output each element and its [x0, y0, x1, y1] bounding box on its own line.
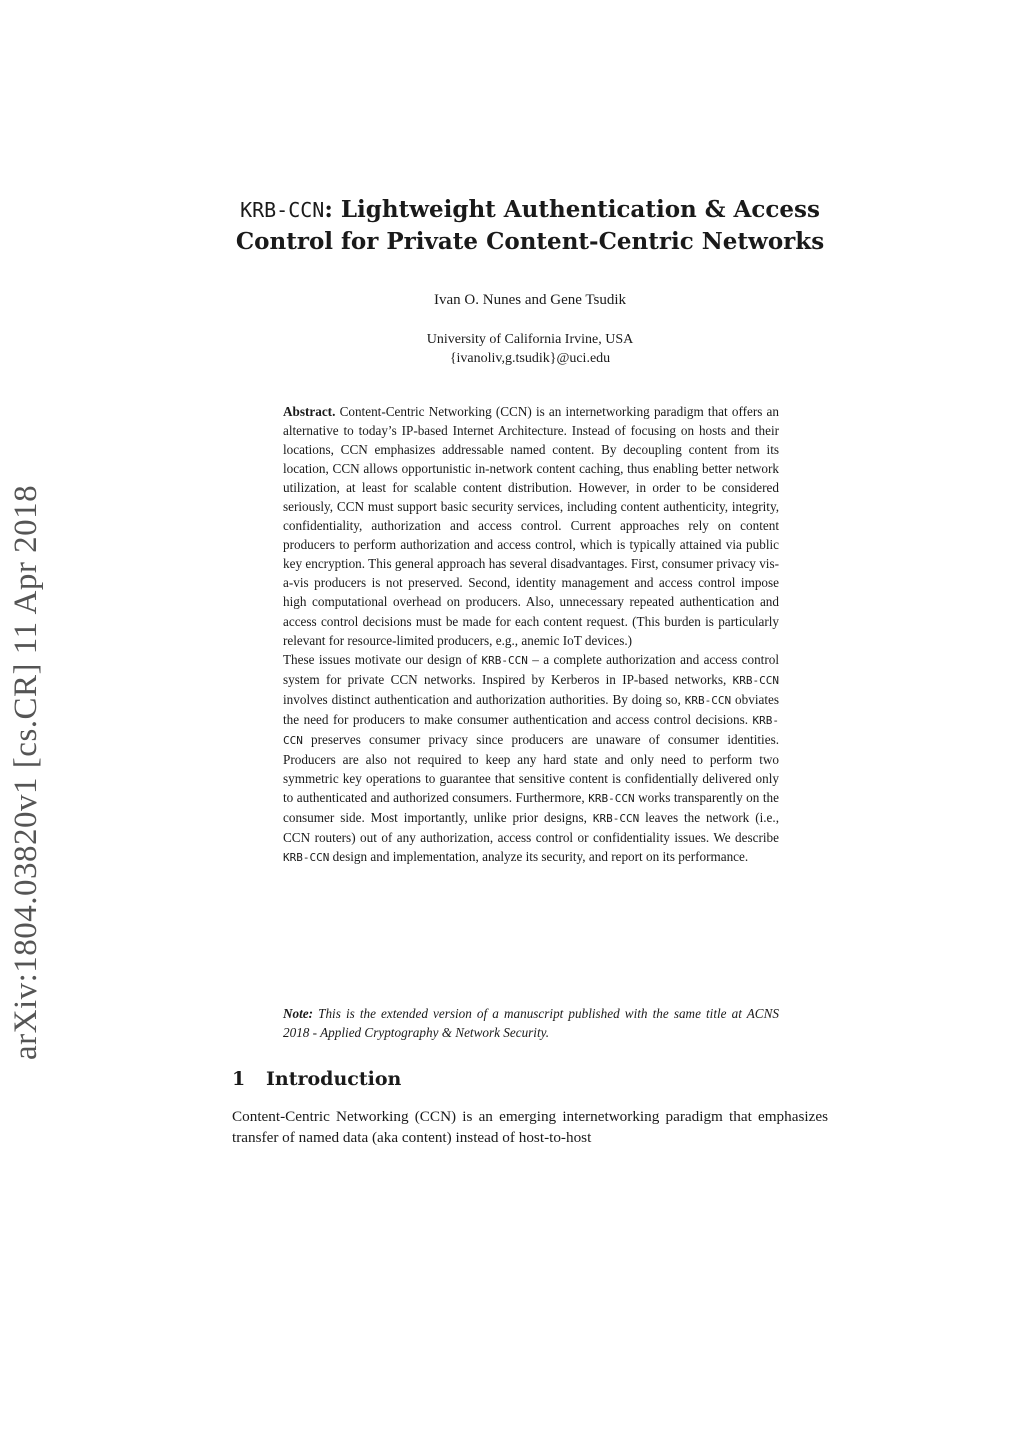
authors: Ivan O. Nunes and Gene Tsudik [434, 292, 626, 308]
system-name: KRB-CCN [283, 713, 779, 747]
section-number: 1 [232, 1068, 246, 1090]
introduction-text [232, 1106, 828, 1148]
title-line-1 [232, 194, 828, 226]
abstract-paragraph-1 [283, 402, 779, 650]
abstract [283, 402, 779, 867]
institution: University of California Irvine, USA [426, 332, 634, 347]
extended-version-note [283, 1004, 779, 1042]
abstract-text: involves distinct authentication and authorization authorities. By doing so, [283, 691, 685, 707]
system-name: KRB-CCN [588, 791, 635, 805]
arxiv-identifier: arXiv:1804.03820v1 [cs.CR] 11 Apr 2018 [8, 484, 44, 1060]
system-name: KRB-CCN [732, 673, 779, 687]
abstract-paragraph-2 [283, 650, 779, 868]
abstract-text: works transparently on the consumer side. Most importantly, unlike prior designs, [283, 789, 779, 825]
abstract-label: Abstract. [283, 404, 336, 419]
section-title: Introduction [266, 1068, 402, 1090]
system-name: KRB-CCN [283, 851, 330, 865]
abstract-text: design and implementation, analyze its security, and report on its performance. [329, 849, 749, 865]
affiliation [232, 330, 828, 368]
intro-paragraph: Content-Centric Networking (CCN) is an emerging internetworking paradigm that emphasizes transfer of named data (aka content) instead of host-to-host [232, 1108, 828, 1146]
abstract-text: obviates the need for producers to make consumer authentication and access control decisions. [283, 691, 780, 727]
title-line-2: Control for Private Content-Centric Networks [235, 228, 825, 255]
abstract-text: leaves the network (i.e., CCN routers) out of any authorization, access control or confidentiality issues. We describe [283, 809, 780, 846]
abstract-text-1: Content-Centric Networking (CCN) is an internetworking paradigm that offers an alternative to today’s IP-based Internet Architecture. Instead of focusing on hosts and their locations, CCN emphasizes addressable named content. By decoupling content from its location, CCN allows opportunistic in-network content caching, thus enabling better network utilization, at least for scalable content distribution. However, in order to be considered seriously, CCN must support basic security services, including content authenticity, integrity, confidentiality, authorization and access control. Current approaches rely on content producers to perform authorization and access control, which is typically attained via public key encryption. This general approach has several disadvantages. First, consumer privacy vis-a-vis producers is not preserved. Second, identity management and access control impose high computational overhead on producers. Also, unnecessary repeated authentication and access control decisions must be made for each content request. (This burden is particularly relevant for resource-limited producers, e.g., anemic IoT devices.) [283, 404, 780, 648]
note-label: Note: [283, 1006, 314, 1021]
system-name: KRB-CCN [592, 811, 640, 825]
abstract-text: preserves consumer privacy since producers are unaware of consumer identities. Producers are also not required to keep any hard state and only need to perform two symmetric key operations to guarantee that sensitive content is confidentially delivered only to authenticated and authorized consumers. Furthermore, [283, 731, 779, 805]
abstract-text: – a complete authorization and access control system for private CCN networks. Inspired by Kerberos in IP-based networks, [283, 651, 779, 687]
title-system-name: KRB-CCN [240, 198, 325, 222]
note-text: This is the extended version of a manuscript published with the same title at ACNS 2018 - Applied Cryptography & Network Security. [283, 1006, 779, 1040]
paper-title [232, 194, 828, 258]
title-line-1-rest: : Lightweight Authentication & Access [324, 196, 820, 223]
abstract-text: These issues motivate our design of [283, 651, 482, 667]
system-name: KRB-CCN [481, 653, 528, 667]
system-name: KRB-CCN [684, 693, 732, 707]
section-heading [232, 1068, 401, 1090]
author-email: {ivanoliv,g.tsudik}@uci.edu [449, 351, 611, 366]
